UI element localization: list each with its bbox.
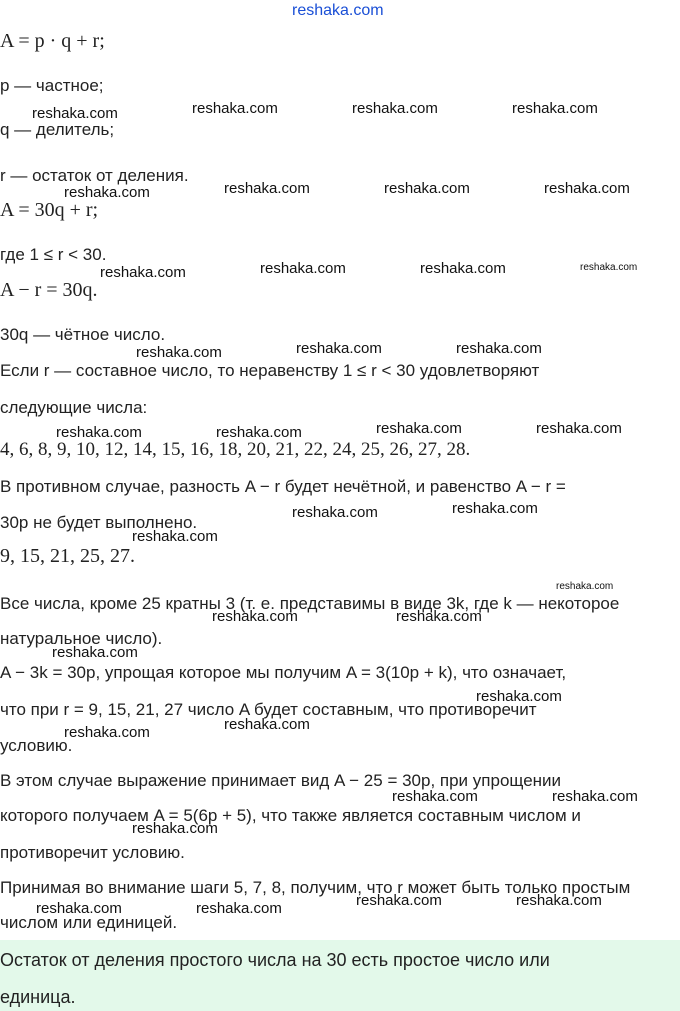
watermark: reshaka.com: [132, 820, 218, 837]
text-line: Принимая во внимание шаги 5, 7, 8, получим, что r может быть только простым: [0, 878, 631, 897]
text-line: которого получаем A = 5(6p + 5), что также является составным числом и: [0, 806, 581, 825]
watermark: reshaka.com: [296, 340, 382, 357]
watermark: reshaka.com: [352, 100, 438, 117]
watermark: reshaka.com: [476, 688, 562, 705]
watermark: reshaka.com: [212, 608, 298, 625]
watermark: reshaka.com: [396, 608, 482, 625]
watermark: reshaka.com: [224, 180, 310, 197]
watermark: reshaka.com: [132, 528, 218, 545]
watermark: reshaka.com: [580, 262, 638, 273]
watermark: reshaka.com: [552, 788, 638, 805]
watermark: reshaka.com: [420, 260, 506, 277]
watermark: reshaka.com: [192, 100, 278, 117]
text-line: числом или единицей.: [0, 913, 178, 932]
watermark: reshaka.com: [512, 100, 598, 117]
watermark: reshaka.com: [544, 180, 630, 197]
watermark: reshaka.com: [516, 892, 602, 909]
formula-line: A = 30q + r;: [0, 199, 99, 221]
text-line: 30p не будет выполнено.: [0, 513, 198, 532]
watermark: reshaka.com: [260, 260, 346, 277]
watermark: reshaka.com: [32, 105, 118, 122]
watermark: reshaka.com: [536, 420, 622, 437]
text-line: 30q — чётное число.: [0, 325, 166, 344]
text-line: Если r — составное число, то неравенству 1 ≤ r < 30 удовлетворяют: [0, 361, 540, 380]
watermark: reshaka.com: [224, 716, 310, 733]
watermark: reshaka.com: [216, 424, 302, 441]
watermark: reshaka.com: [64, 724, 150, 741]
watermark: reshaka.com: [64, 184, 150, 201]
answer-box: [0, 940, 680, 1011]
watermark: reshaka.com: [292, 504, 378, 521]
watermark: reshaka.com: [136, 344, 222, 361]
watermark: reshaka.com: [452, 500, 538, 517]
text-line: p — частное;: [0, 76, 104, 95]
watermark: reshaka.com: [356, 892, 442, 909]
watermark: reshaka.com: [52, 644, 138, 661]
watermark: reshaka.com: [376, 420, 462, 437]
watermark: reshaka.com: [384, 180, 470, 197]
watermark: reshaka.com: [392, 788, 478, 805]
watermark: reshaka.com: [56, 424, 142, 441]
answer-line: единица.: [0, 987, 76, 1007]
text-line: натуральное число).: [0, 629, 163, 648]
watermark: reshaka.com: [100, 264, 186, 281]
text-line: Все числа, кроме 25 кратны 3 (т. е. представимы в виде 3k, где k — некоторое: [0, 594, 620, 613]
text-line: r — остаток от деления.: [0, 166, 189, 185]
text-line: противоречит условию.: [0, 843, 185, 862]
number-list: 4, 6, 8, 9, 10, 12, 14, 15, 16, 18, 20, 21, 22, 24, 25, 26, 27, 28.: [0, 439, 471, 460]
watermark: reshaka.com: [456, 340, 542, 357]
formula-definition: A = p · q + r;: [0, 30, 105, 52]
text-line: q — делитель;: [0, 120, 115, 139]
text-line: что при r = 9, 15, 21, 27 число A будет составным, что противоречит: [0, 700, 537, 719]
formula-line: A − r = 30q.: [0, 279, 98, 301]
watermark-top: reshaka.com: [292, 2, 384, 19]
text-line: A − 3k = 30p, упрощая которое мы получим A = 3(10p + k), что означает,: [0, 663, 567, 682]
number-list: 9, 15, 21, 25, 27.: [0, 545, 135, 567]
answer-line: Остаток от деления простого числа на 30 есть простое число или: [0, 950, 550, 970]
watermark: reshaka.com: [36, 900, 122, 917]
text-line: условию.: [0, 736, 73, 755]
text-line: где 1 ≤ r < 30.: [0, 245, 107, 264]
watermark: reshaka.com: [556, 581, 614, 592]
text-line: В этом случае выражение принимает вид A − 25 = 30p, при упрощении: [0, 771, 562, 790]
watermark: reshaka.com: [196, 900, 282, 917]
text-line: следующие числа:: [0, 398, 148, 417]
text-line: В противном случае, разность A − r будет нечётной, и равенство A − r =: [0, 477, 566, 496]
